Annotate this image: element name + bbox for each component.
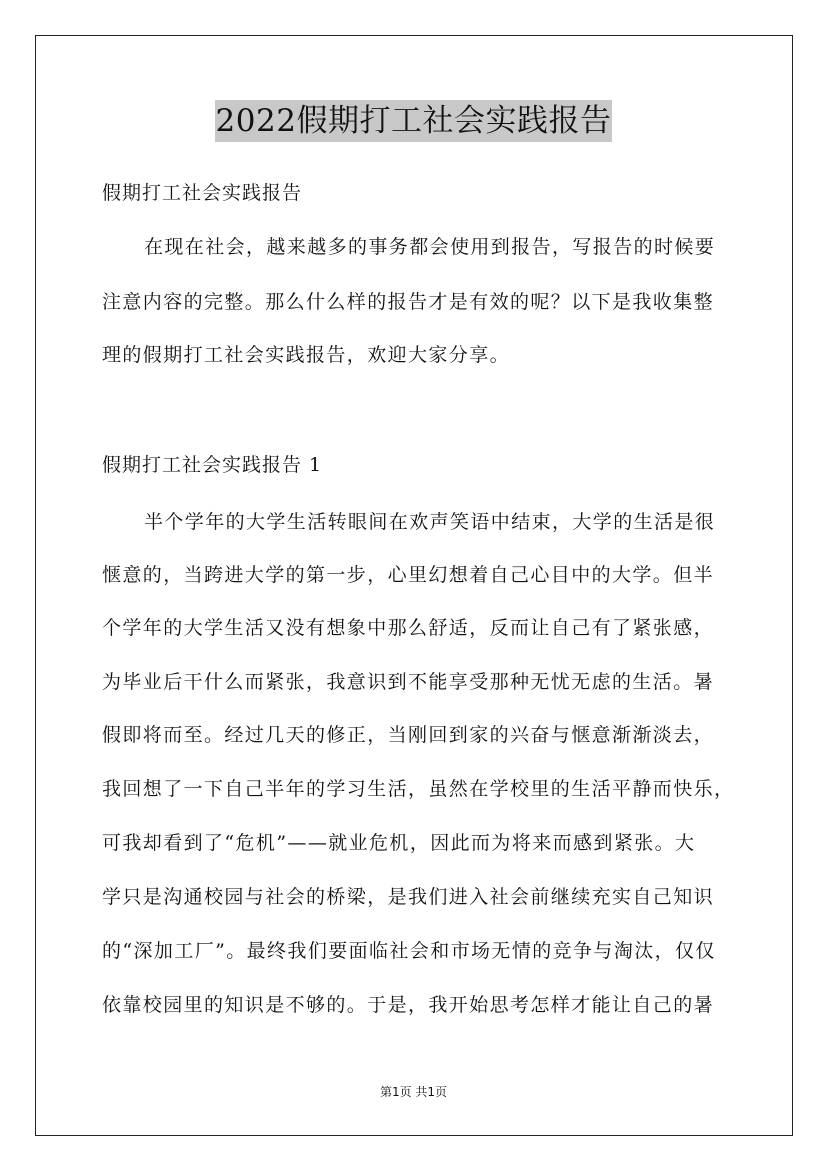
section-line: 半个学年的大学生活转眼间在欢声笑语中结束，大学的生活是很 [144,511,716,533]
title-container [0,100,827,142]
section-line: 惬意的，当跨进大学的第一步，心里幻想着自己心目中的大学。但半 [102,564,715,586]
intro-line: 在现在社会，越来越多的事务都会使用到报告，写报告的时候要 [144,236,716,258]
section-line: 个学年的大学生活又没有想象中那么舒适，反而让自己有了紧张感， [102,617,715,639]
intro-line: 注意内容的完整。那么什么样的报告才是有效的呢？以下是我收集整 [102,291,715,313]
section-heading: 假期打工社会实践报告 1 [102,454,323,476]
section-line: 可我却看到了“危机”——就业危机，因此而为将来而感到紧张。大 [102,832,696,854]
intro-heading: 假期打工社会实践报告 [102,182,303,204]
section-line: 假即将而至。经过几天的修正，当刚回到家的兴奋与惬意渐渐淡去， [102,724,715,746]
section-line: 我回想了一下自己半年的学习生活，虽然在学校里的生活平静而快乐， [102,778,735,800]
intro-line: 理的假期打工社会实践报告，欢迎大家分享。 [102,344,511,366]
section-line: 的“深加工厂”。最终我们要面临社会和市场无情的竞争与淘汰，仅仅 [102,940,716,962]
section-line: 依靠校园里的知识是不够的。于是，我开始思考怎样才能让自己的暑 [102,994,715,1016]
section-line: 学只是沟通校园与社会的桥梁，是我们进入社会前继续充实自己知识 [102,886,715,908]
document-title: 2022假期打工社会实践报告 [215,100,613,142]
section-line: 为毕业后干什么而紧张，我意识到不能享受那种无忧无虑的生活。暑 [102,671,715,693]
page-footer: 第1页 共1页 [379,1085,448,1099]
